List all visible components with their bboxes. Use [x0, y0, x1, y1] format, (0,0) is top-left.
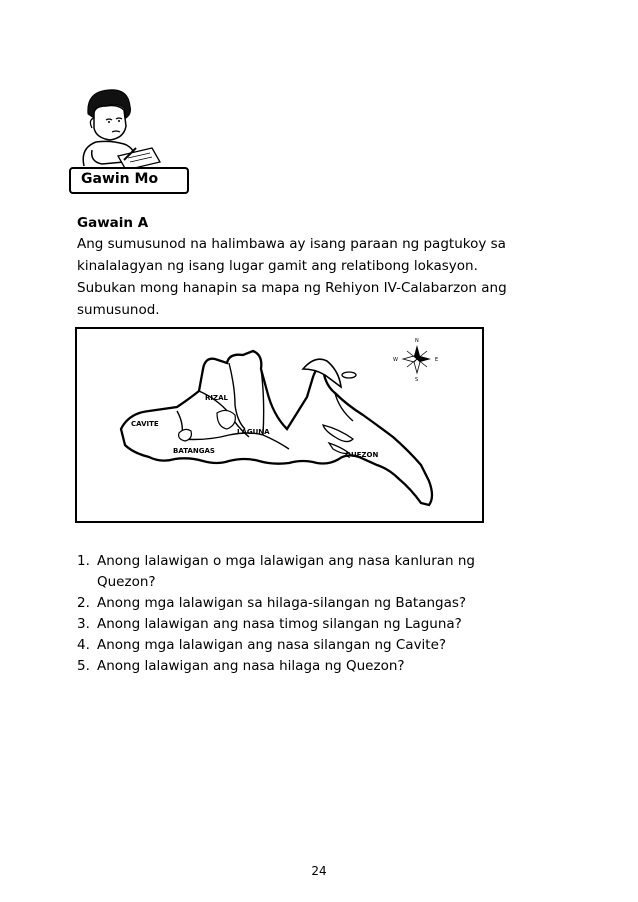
instruction-line: sumusunod.: [77, 302, 160, 318]
question-text: Anong lalawigan ang nasa hilaga ng Quezon?: [97, 658, 405, 674]
question-number: 1.: [77, 553, 90, 569]
question-text: Anong mga lalawigan sa hilaga-silangan ng Batangas?: [97, 595, 467, 611]
map-label-cavite: CAVITE: [131, 420, 159, 428]
question-number: 2.: [77, 595, 90, 611]
question-item: [77, 635, 577, 656]
calabarzon-map-drawing: [77, 329, 482, 521]
compass-e: E: [435, 357, 439, 363]
activity-title: Gawain A: [77, 215, 149, 231]
question-list: [77, 551, 577, 677]
boy-writing-illustration: [66, 84, 176, 174]
question-text: Anong mga lalawigan ang nasa silangan ng Cavite?: [97, 637, 447, 653]
map-label-quezon: QUEZON: [345, 451, 379, 459]
compass-n: N: [415, 338, 419, 344]
compass-s: S: [415, 377, 419, 383]
compass-rose-icon: [393, 338, 438, 383]
question-item: [77, 614, 577, 635]
map-label-rizal: RIZAL: [205, 394, 228, 402]
compass-w: W: [393, 357, 398, 363]
question-item: [77, 551, 577, 593]
section-header-box: [69, 167, 189, 194]
instruction-line: Subukan mong hanapin sa mapa ng Rehiyon IV-Calabarzon ang: [77, 280, 507, 296]
question-number: 3.: [77, 616, 90, 632]
page-number: 24: [311, 864, 327, 878]
instruction-line: Ang sumusunod na halimbawa ay isang paraan ng pagtukoy sa: [77, 236, 506, 252]
question-text: Anong lalawigan ang nasa timog silangan ng Laguna?: [97, 616, 462, 632]
instruction-text: [77, 233, 567, 321]
question-text: Quezon?: [97, 574, 156, 590]
map-label-batangas: BATANGAS: [173, 447, 215, 455]
question-item: [77, 656, 577, 677]
map-label-laguna: LAGUNA: [237, 428, 270, 436]
question-number: 4.: [77, 637, 90, 653]
calabarzon-map: [75, 327, 484, 523]
question-text: Anong lalawigan o mga lalawigan ang nasa kanluran ng: [97, 553, 475, 569]
question-item: [77, 593, 577, 614]
instruction-line: kinalalagyan ng isang lugar gamit ang relatibong lokasyon.: [77, 258, 478, 274]
question-number: 5.: [77, 658, 90, 674]
section-header-label: Gawin Mo: [81, 171, 159, 187]
